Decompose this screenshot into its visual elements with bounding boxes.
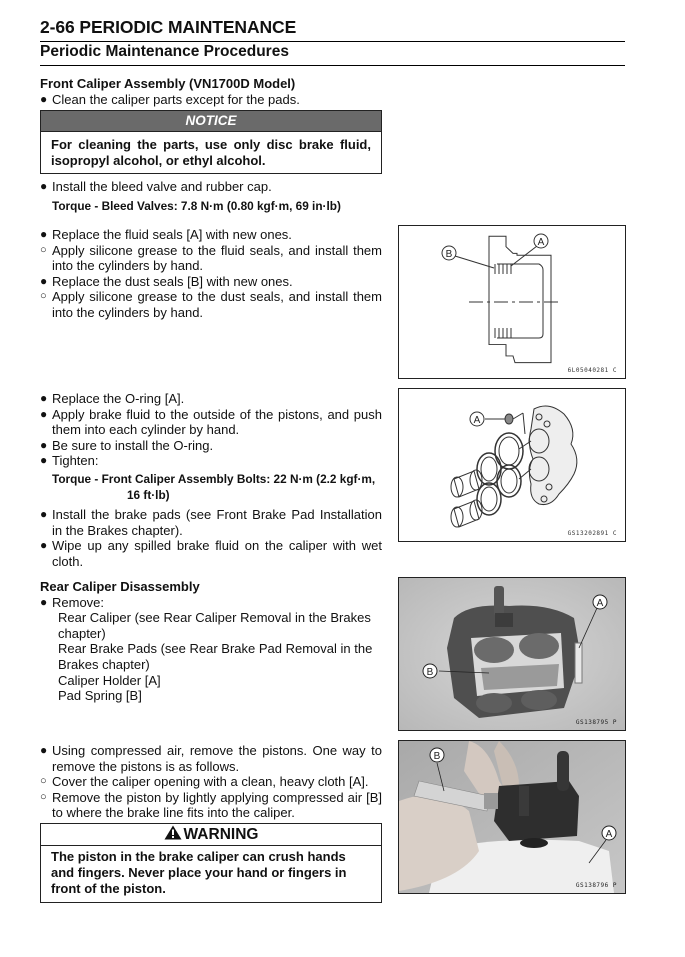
list-item: ○ Apply silicone grease to the fluid seals, and install them into the cylinders by hand. [40, 242, 382, 274]
bullet-icon: ● [40, 406, 48, 421]
list-item: ● Apply brake fluid to the outside of the pistons, and push them into each cylinder by hand. [40, 406, 382, 438]
remove-item: Rear Caliper (see Rear Caliper Removal in the Brakes chapter) [58, 610, 371, 641]
list-item: ● Install the brake pads (see Front Brake Pad Installation in the Brakes chapter). [40, 507, 382, 538]
bullet-icon: ● [40, 507, 48, 522]
rear-caliper-heading: Rear Caliper Disassembly [40, 579, 200, 594]
list-item: ● Replace the fluid seals [A] with new ones. [40, 227, 292, 242]
svg-text:B: B [445, 249, 453, 260]
front-caliper-heading: Front Caliper Assembly (VN1700D Model) [40, 76, 296, 91]
callout-b [423, 664, 437, 678]
rear-caliper-section [40, 579, 382, 704]
warning-header [41, 824, 381, 846]
seal-steps [40, 227, 382, 321]
sub-bullet-icon: ○ [40, 790, 47, 803]
notice-label: NOTICE [41, 111, 381, 132]
bullet-icon: ● [40, 91, 48, 106]
list-item: ○ Apply silicone grease to the dust seals, and install them into the cylinders by hand. [40, 289, 382, 320]
list-item: ● Clean the caliper parts except for the pads. [40, 91, 300, 107]
torque-spec-bleed: Torque - Bleed Valves: 7.8 N·m (0.80 kgf·m, 69 in·lb) [52, 198, 341, 213]
bullet-icon: ● [40, 273, 48, 288]
figure-code: 6L05040281 C [567, 367, 617, 374]
list-item: ● Wipe up any spilled brake fluid on the caliper with wet cloth. [40, 538, 382, 569]
section-rule [40, 65, 625, 66]
sub-bullet-icon: ○ [40, 243, 47, 256]
section-title: Periodic Maintenance Procedures [40, 43, 289, 60]
seal-cross-section-drawing [399, 226, 625, 378]
piston-removal-steps [40, 743, 382, 821]
bullet-icon: ● [40, 594, 48, 609]
bleed-valve-step [40, 179, 382, 214]
oring-steps [40, 391, 382, 570]
callout-a [593, 595, 607, 609]
list-item: ● Replace the dust seals [B] with new ones. [40, 273, 293, 289]
list-item: ● Replace the O-ring [A]. [40, 391, 185, 406]
torque-spec-bolts: Torque - Front Caliper Assembly Bolts: 22 N·m (2.2 kgf·m, 16 ft·lb) [52, 471, 376, 502]
warning-triangle-icon [164, 825, 182, 840]
bullet-icon: ● [40, 437, 48, 452]
list-item: ● Remove: [40, 594, 105, 610]
warning-text: The piston in the brake caliper can crush hands and fingers. Never place your hand or fingers in front of the piston. [51, 849, 347, 896]
list-item: ● Tighten: [40, 453, 99, 469]
bullet-icon: ● [40, 391, 48, 405]
figure-seal-cross-section [398, 225, 626, 379]
svg-text:A: A [537, 237, 545, 248]
bullet-icon: ● [40, 453, 48, 468]
figure-compressed-air-photo [398, 740, 626, 894]
svg-text:A: A [596, 598, 604, 609]
callout-a [534, 234, 548, 248]
sub-bullet-icon: ○ [40, 290, 47, 303]
header-rule [40, 41, 625, 42]
remove-item: Pad Spring [B] [58, 688, 142, 704]
svg-text:B: B [426, 667, 434, 678]
compressed-air-photo [399, 741, 625, 893]
warning-box [40, 823, 382, 903]
notice-box [40, 110, 382, 174]
list-item: ● Install the bleed valve and rubber cap. [40, 179, 272, 194]
sub-bullet-icon: ○ [40, 775, 47, 788]
svg-text:A: A [605, 829, 613, 840]
callout-a [470, 412, 484, 426]
page-title: 2-66 PERIODIC MAINTENANCE [40, 17, 297, 37]
svg-text:A: A [473, 415, 481, 426]
exploded-caliper-drawing [399, 389, 625, 541]
remove-item: Caliper Holder [A] [58, 672, 161, 688]
bullet-icon: ● [40, 743, 48, 757]
callout-a [602, 826, 616, 840]
list-item: ● Be sure to install the O-ring. [40, 437, 214, 453]
list-item: ● Using compressed air, remove the pistons. One way to remove the pistons is as follows. [40, 743, 382, 774]
notice-text: For cleaning the parts, use only disc brake fluid, isopropyl alcohol, or ethyl alcohol. [51, 137, 371, 168]
callout-b [430, 748, 444, 762]
svg-text:B: B [433, 751, 441, 762]
list-item: ○ Cover the caliper opening with a clean, heavy cloth [A]. [40, 774, 369, 790]
rear-caliper-photo [399, 578, 625, 730]
figure-code: GS13202891 C [567, 530, 617, 537]
front-caliper-intro [40, 76, 382, 107]
remove-list [40, 610, 382, 704]
warning-label: WARNING [183, 826, 259, 843]
remove-item: Rear Brake Pads (see Rear Brake Pad Removal in the Brakes chapter) [58, 641, 373, 672]
list-item: ○ Remove the piston by lightly applying compressed air [B] to where the brake line fits into the caliper. [40, 789, 382, 821]
figure-code: GS138795 P [575, 719, 617, 726]
figure-exploded-caliper [398, 388, 626, 542]
bullet-icon: ● [40, 179, 48, 193]
bullet-icon: ● [40, 538, 48, 553]
figure-code: GS138796 P [575, 882, 617, 889]
callout-b [442, 246, 456, 260]
bullet-icon: ● [40, 227, 48, 241]
figure-rear-caliper-photo [398, 577, 626, 731]
